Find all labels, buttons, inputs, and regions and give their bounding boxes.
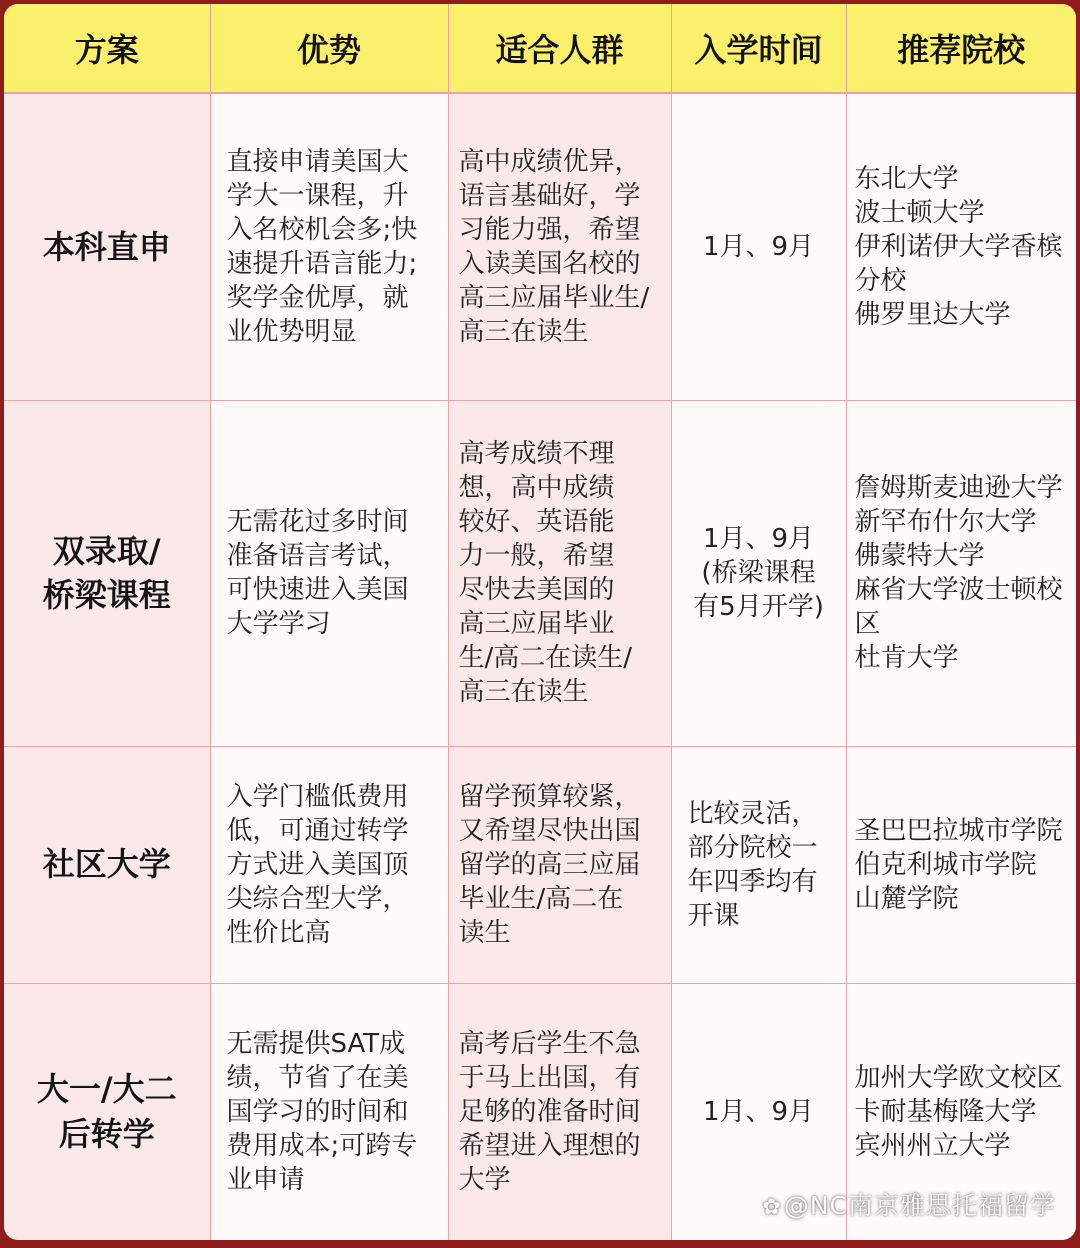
plan-cell: 双录取/ 桥梁课程 xyxy=(4,401,210,746)
header-intake: 入学时间 xyxy=(671,4,846,93)
plan-cell: 大一/大二 后转学 xyxy=(4,983,210,1240)
intake-cell: 比较灵活， 部分院校一 年四季均有 开课 xyxy=(687,798,818,931)
paw-icon: ✿ xyxy=(762,1195,782,1220)
audience-cell: 留学预算较紧， 又希望尽快出国 留学的高三应届 毕业生/高二在 读生 xyxy=(458,781,641,948)
intake-cell: 1月、9月 xyxy=(702,232,815,263)
header-advantage: 优势 xyxy=(210,4,448,93)
study-abroad-plans-table xyxy=(4,4,1076,1240)
table-row xyxy=(4,746,1076,983)
schools-cell: 东北大学 波士顿大学 伊利诺伊大学香槟 分校 佛罗里达大学 xyxy=(854,164,1063,331)
schools-cell: 加州大学欧文校区 卡耐基梅隆大学 宾州州立大学 xyxy=(854,1062,1063,1161)
table-row xyxy=(4,93,1076,401)
watermark-text: @NC南京雅思托福留学 xyxy=(783,1191,1056,1220)
intake-cell: 1月、9月 (桥梁课程 有5月开学) xyxy=(693,524,824,623)
audience-cell: 高考后学生不急 于马上出国，有 足够的准备时间 希望进入理想的 大学 xyxy=(458,1028,641,1195)
header-plan: 方案 xyxy=(4,4,210,93)
schools-cell: 圣巴巴拉城市学院 伯克利城市学院 山麓学院 xyxy=(854,815,1063,914)
plan-cell: 社区大学 xyxy=(4,746,210,983)
table-header-row xyxy=(4,4,1076,93)
header-audience: 适合人群 xyxy=(448,4,671,93)
plan-cell: 本科直申 xyxy=(4,93,210,401)
intake-cell: 1月、9月 xyxy=(702,1096,815,1127)
advantage-cell: 直接申请美国大 学大一课程，升 入名校机会多;快 速提升语言能力; 奖学金优厚，就 业优势明显 xyxy=(226,147,418,348)
advantage-cell: 入学门槛低费用 低，可通过转学 方式进入美国顶 尖综合型大学， 性价比高 xyxy=(226,781,409,948)
table-row xyxy=(4,401,1076,746)
schools-cell: 詹姆斯麦迪逊大学 新罕布什尔大学 佛蒙特大学 麻省大学波士顿校 区 杜肯大学 xyxy=(854,473,1063,674)
advantage-cell: 无需花过多时间 准备语言考试， 可快速进入美国 大学学习 xyxy=(226,507,409,640)
header-schools: 推荐院校 xyxy=(846,4,1076,93)
watermark xyxy=(762,1186,1056,1222)
advantage-cell: 无需提供SAT成 绩，节省了在美 国学习的时间和 费用成本;可跨专 业申请 xyxy=(226,1028,418,1195)
audience-cell: 高中成绩优异， 语言基础好，学 习能力强，希望 入读美国名校的 高三应届毕业生/ 高三在读生 xyxy=(458,147,650,348)
comparison-table-card xyxy=(4,4,1076,1240)
audience-cell: 高考成绩不理 想，高中成绩 较好、英语能 力一般，希望 尽快去美国的 高三应届毕业 生/高二在读生/ 高三在读生 xyxy=(458,439,633,708)
